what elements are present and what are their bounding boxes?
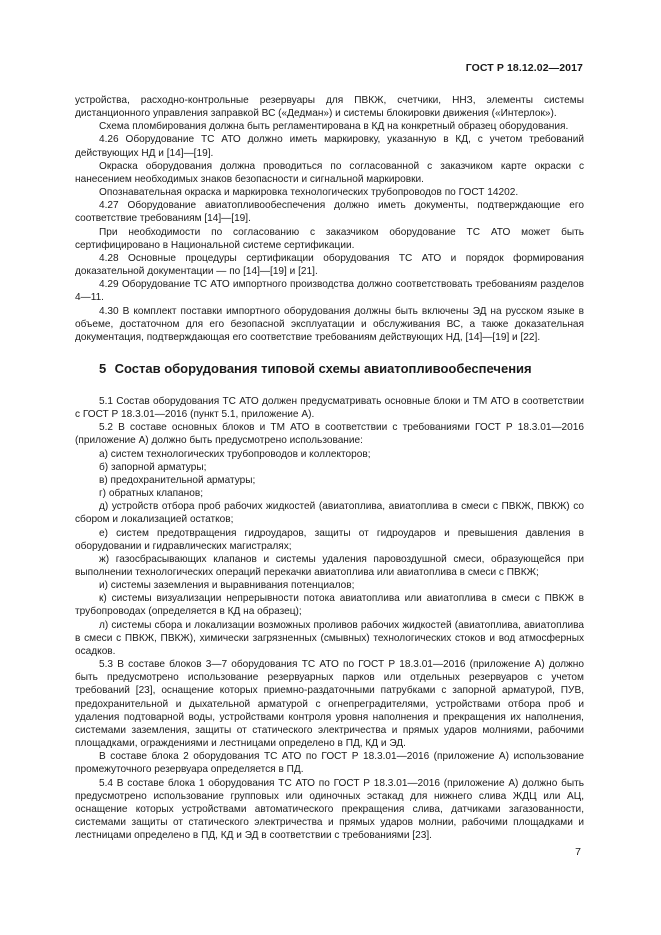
paragraph-clause-5-1: 5.1 Состав оборудования ТС АТО должен предусматривать основные блоки и ТМ АТО в соответствии с ГОСТ Р 18.3.01—2016 (пункт 5.1, приложение А).: [75, 395, 584, 421]
paragraph-clause-4-29: 4.29 Оборудование ТС АТО импортного производства должно соответствовать требованиям разделов 4—11.: [75, 279, 584, 304]
section-number: 5: [99, 360, 107, 376]
page-number: 7: [575, 846, 581, 858]
section-heading: [75, 361, 584, 377]
paragraph-clause-4-26: 4.26 Оборудование ТС АТО должно иметь маркировку, указанную в КД, с учетом требований действующих НД и [14]—[19].: [75, 134, 584, 159]
paragraphs-after-section: [75, 395, 584, 842]
document-code-header: ГОСТ Р 18.12.02—2017: [465, 62, 583, 74]
paragraph-clause-5-2: 5.2 В составе основных блоков и ТМ АТО в соответствии с требованиями ГОСТ Р 18.3.01—2016 (приложение А) должно быть предусмотрено использование:: [75, 422, 584, 447]
list-item: а) систем технологических трубопроводов и коллекторов;: [99, 448, 371, 460]
paragraph-clause-4-27: 4.27 Оборудование авиатопливообеспечения должно иметь документы, подтверждающие его соответствие требованиям [14]—[19].: [75, 200, 584, 225]
paragraph: Окраска оборудования должна проводиться по согласованной с заказчиком карте окраски с нанесением необходимых знаков безопасности и сигнальной маркировки.: [75, 160, 584, 185]
section-title: Состав оборудования типовой схемы авиатопливообеспечения: [114, 360, 532, 376]
paragraph: В составе блока 2 оборудования ТС АТО по ГОСТ Р 18.3.01—2016 (приложение А) использование промежуточного резервуара определяется в ПД.: [75, 751, 584, 776]
list-item: д) устройств отбора проб рабочих жидкостей (авиатоплива, авиатоплива в смеси с ПВКЖ, ПВКЖ) со сбором и локализацией остатков;: [75, 501, 584, 526]
paragraph: устройства, расходно-контрольные резервуары для ПВКЖ, счетчики, ННЗ, элементы системы дистанционного управления заправкой ВС («Дедман») и системы блокировки движения («Интерлок»).: [75, 95, 584, 120]
list-item: б) запорной арматуры;: [99, 461, 207, 473]
list-item: е) систем предотвращения гидроударов, защиты от гидроударов и превышения давления в оборудовании и гидравлических магистралях;: [75, 527, 584, 552]
list-item: л) системы сбора и локализации возможных проливов рабочих жидкостей (авиатоплива, авиатоплива в смеси с ПВКЖ, ПВКЖ), химически загрязненных (смывных) технологических стоков и вод атмосферных осадков.: [75, 619, 584, 657]
page-content: [75, 94, 584, 842]
list-item: г) обратных клапанов;: [99, 488, 204, 500]
list-item: ж) газосбрасывающих клапанов и системы удаления паровоздушной смеси, образующейся при выполнении технологических операций перекачки авиатоплива или авиатоплива в смеси с ПВКЖ;: [75, 553, 584, 578]
paragraph-clause-4-30: 4.30 В комплект поставки импортного оборудования должны быть включены ЭД на русском языке в объеме, достаточном для его безопасной эксплуатации и обслуживания ВС, а также доказательная документация, подтверждающая его соответствие требованиям действующих НД, [14]—[19] и [22].: [75, 305, 584, 343]
paragraph: Схема пломбирования должна быть регламентирована в КД на конкретный образец оборудования.: [99, 121, 569, 133]
paragraphs-before-section: [75, 94, 584, 344]
paragraph-clause-5-3: 5.3 В составе блоков 3—7 оборудования ТС АТО по ГОСТ Р 18.3.01—2016 (приложение А) должно быть предусмотрено использование резервуарных парков или отдельных резервуаров с учетом требований [23], оснащение которых приемно-раздаточными патрубками с запорной арматурой, ПУВ, предохранительной и дыхательной арматурой с огнепреградителями, устройствами отбора проб и удаления подтоварной воды, устройствами контроля уровня наполнения и прекращения их наполнения, системами заземления, защиты от статического электричества и прямых ударов молниями, рабочими площадками, ограждениями и лестницами определено в ПД, КД и ЭД.: [75, 659, 584, 750]
list-item: в) предохранительной арматуры;: [99, 474, 256, 486]
paragraph: Опознавательная окраска и маркировка технологических трубопроводов по ГОСТ 14202.: [99, 187, 519, 199]
paragraph-clause-5-4: 5.4 В составе блока 1 оборудования ТС АТО по ГОСТ Р 18.3.01—2016 (приложение А) должно быть предусмотрено использование групповых или одиночных эстакад для нижнего слива ЖДЦ или АЦ, оснащение которых устройствами автоматического прекращения слива, датчиками загазованности, системами защиты от статического электричества и прямых ударов молнии, рабочими площадками и лестницами определено в ПД, КД и ЭД в соответствии с требованиями [23].: [75, 777, 584, 842]
list-item: к) системы визуализации непрерывности потока авиатоплива или авиатоплива в смеси с ПВКЖ в трубопроводах (определяется в КД на образец);: [75, 593, 584, 618]
paragraph: При необходимости по согласованию с заказчиком оборудование ТС АТО может быть сертифицировано в Национальной системе сертификации.: [75, 226, 584, 251]
list-item: и) системы заземления и выравнивания потенциалов;: [99, 580, 355, 592]
paragraph-clause-4-28: 4.28 Основные процедуры сертификации оборудования ТС АТО и порядок формирования доказательной документации — по [14]—[19] и [21].: [75, 252, 584, 278]
